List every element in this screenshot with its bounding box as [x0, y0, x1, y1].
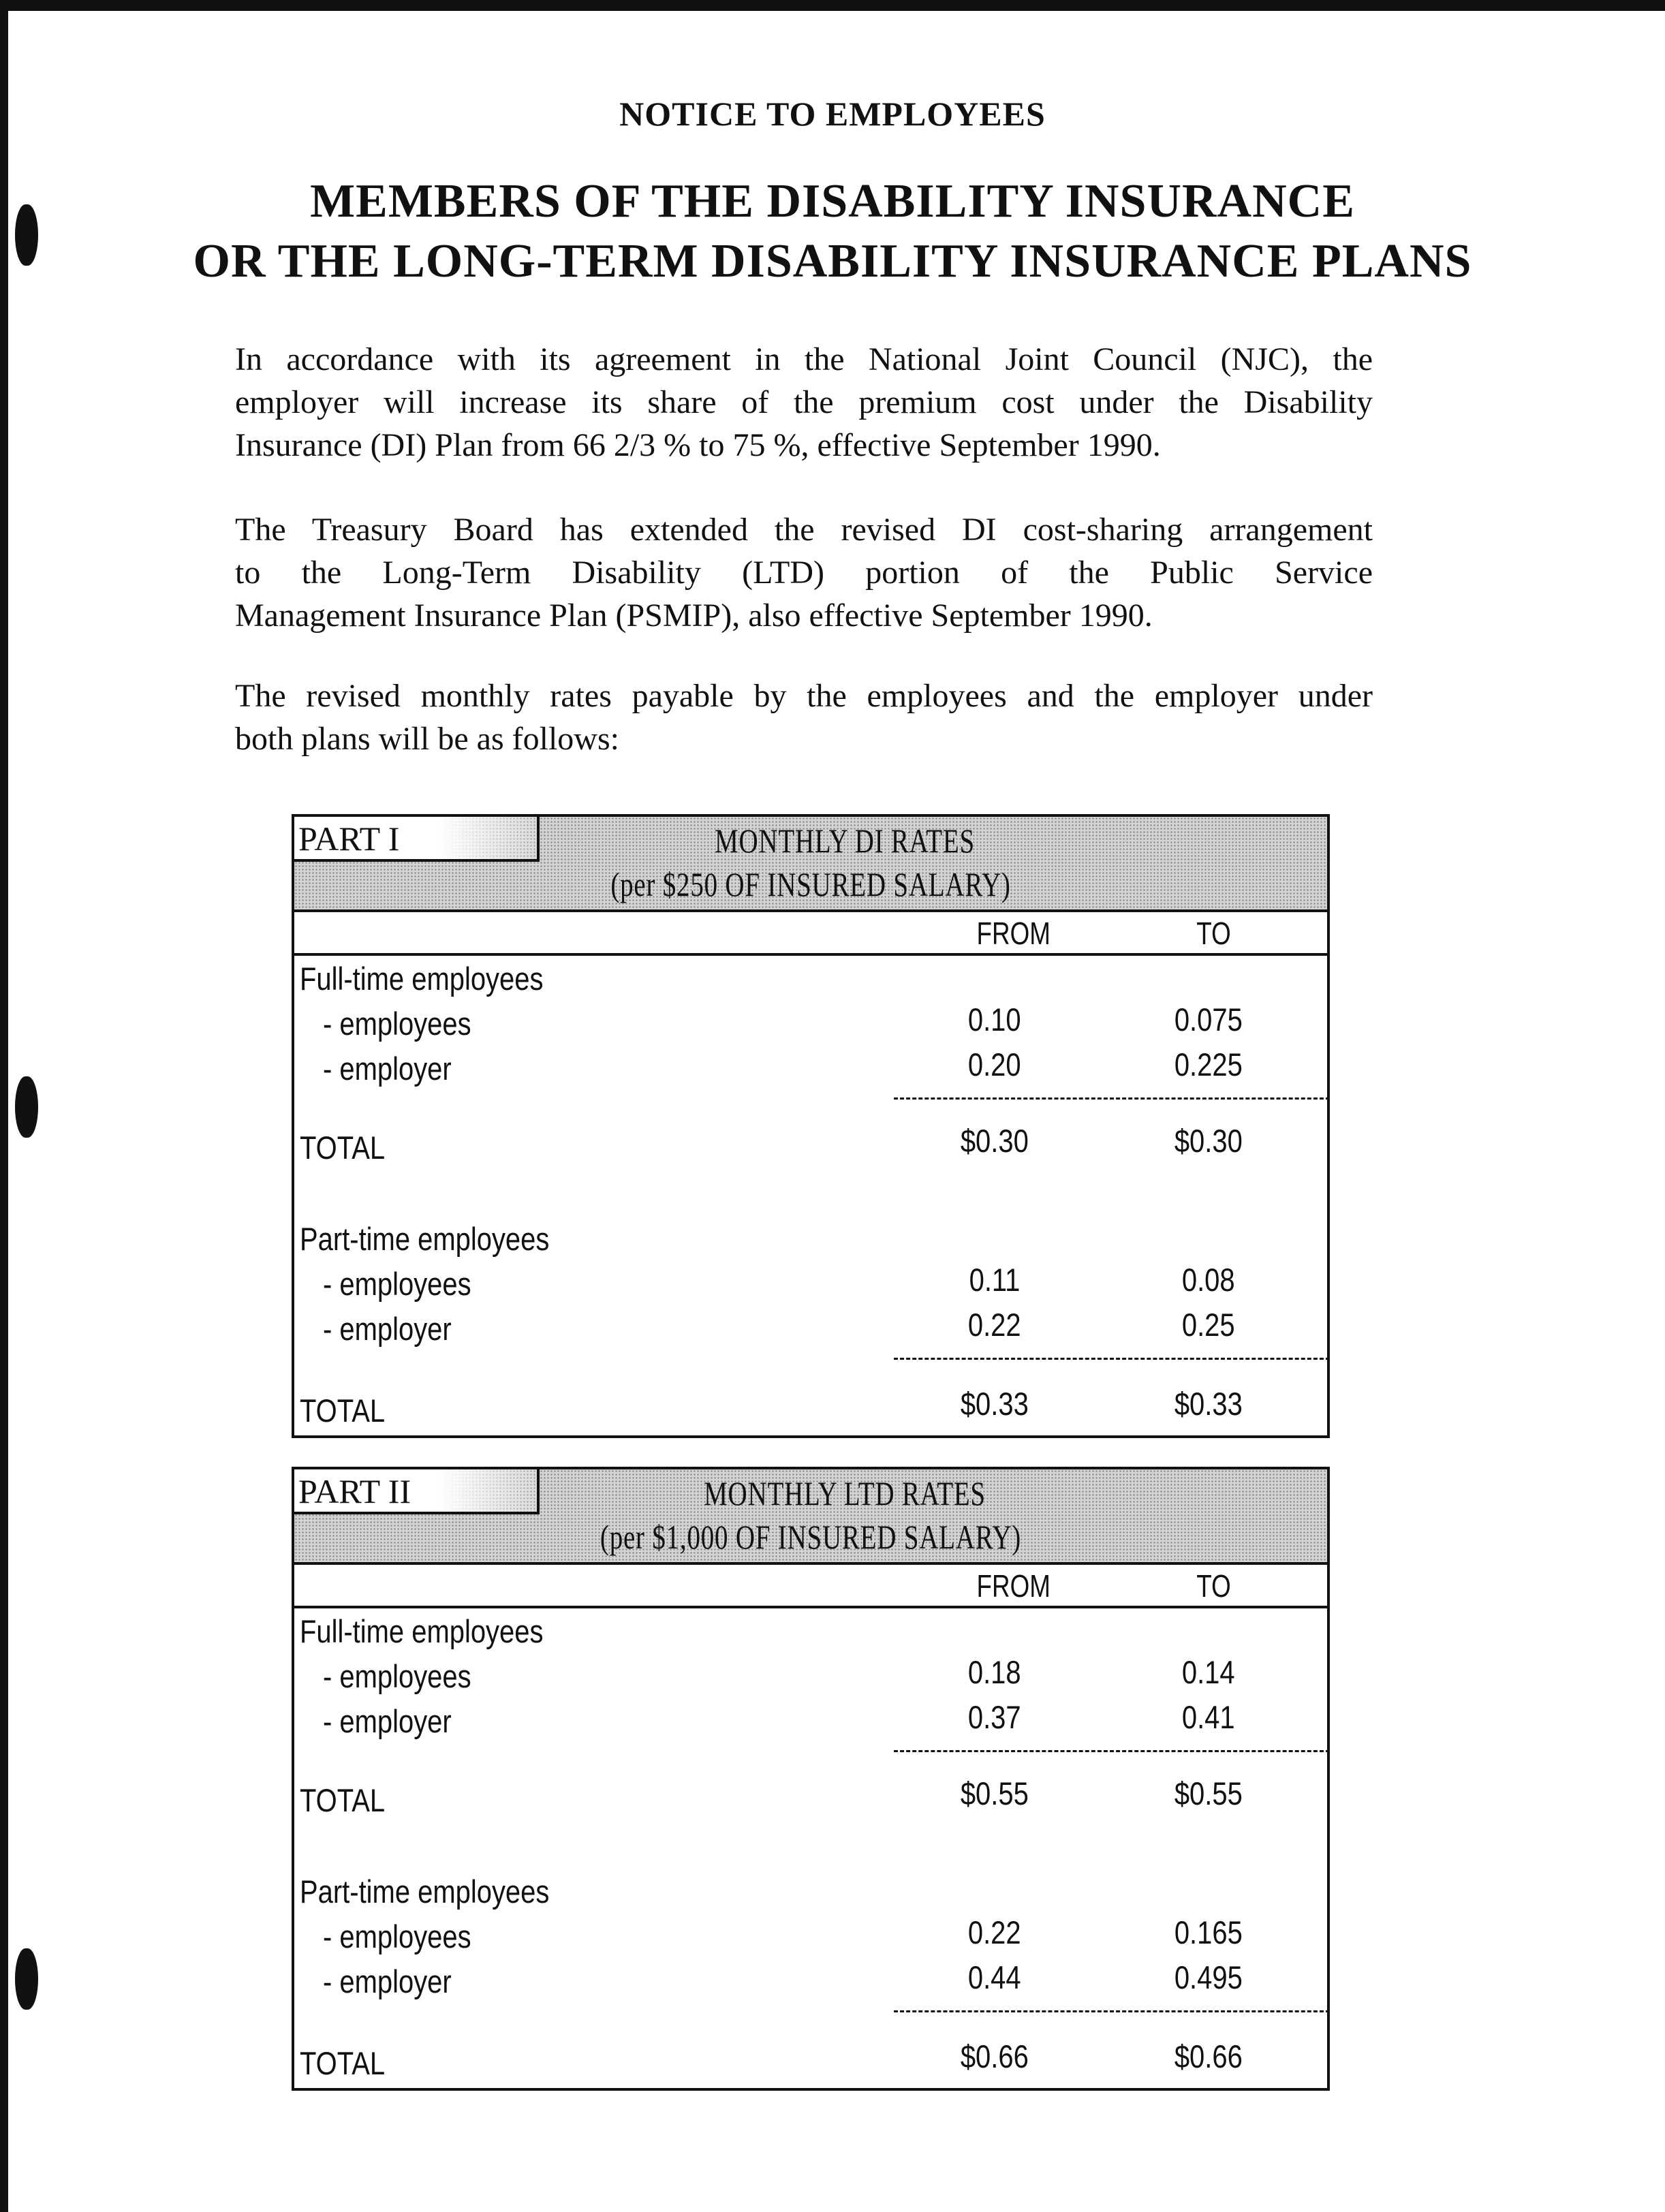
paragraph-line: In accordance with its agreement in the National Joint Council (NJC), the	[235, 341, 1373, 377]
paragraph-treasury-board	[235, 508, 1373, 637]
group-heading-full-time: Full-time employees	[300, 1613, 544, 1649]
notice-heading: NOTICE TO EMPLOYEES	[619, 95, 1046, 133]
row-label: - employer	[323, 1050, 452, 1087]
table-header	[294, 817, 1327, 912]
row-to-value: 0.075	[1174, 1001, 1243, 1038]
row-label: - employer	[323, 1311, 452, 1347]
scan-top-edge	[0, 0, 1665, 11]
row-to-value: 0.41	[1182, 1699, 1235, 1735]
group-heading-part-time: Part-time employees	[300, 1221, 550, 1257]
paragraph-agreement	[235, 338, 1373, 467]
table-title: MONTHLY DI RATES	[715, 822, 975, 860]
row-from-value: 0.18	[968, 1654, 1021, 1690]
column-header-from: FROM	[976, 1568, 1051, 1604]
group-heading-part-time: Part-time employees	[300, 1873, 550, 1910]
row-to-value: 0.25	[1182, 1307, 1235, 1343]
subtotal-divider	[894, 1358, 1330, 1360]
total-from-value: $0.66	[961, 2038, 1029, 2074]
row-to-value: 0.495	[1174, 1959, 1243, 1995]
subtotal-divider	[894, 1097, 1330, 1100]
binder-hole-mark	[5, 1948, 46, 2016]
headline-line-1: MEMBERS OF THE DISABILITY INSURANCE	[310, 175, 1355, 228]
subtotal-divider	[894, 1750, 1330, 1752]
table-header	[294, 1469, 1327, 1565]
headline-line-2: OR THE LONG-TERM DISABILITY INSURANCE PLANS	[193, 235, 1472, 287]
subtotal-divider	[894, 2010, 1330, 2012]
paragraph-line: The Treasury Board has extended the revised DI cost-sharing arrangement	[235, 512, 1373, 548]
row-to-value: 0.14	[1182, 1654, 1235, 1690]
total-label: TOTAL	[300, 2045, 386, 2081]
row-from-value: 0.22	[968, 1307, 1021, 1343]
row-label: - employees	[323, 1266, 471, 1302]
paragraph-line: Management Insurance Plan (PSMIP), also effective September 1990.	[235, 597, 1153, 634]
total-label: TOTAL	[300, 1130, 386, 1166]
table-subtitle: (per $250 OF INSURED SALARY)	[610, 865, 1011, 903]
column-header-to: TO	[1196, 916, 1231, 951]
paragraph-line: employer will increase its share of the premium cost under the Disability	[235, 384, 1373, 420]
total-to-value: $0.33	[1174, 1386, 1243, 1422]
part-label: PART II	[294, 1469, 540, 1514]
row-from-value: 0.10	[968, 1001, 1021, 1038]
total-label: TOTAL	[300, 1782, 386, 1818]
row-from-value: 0.22	[968, 1914, 1021, 1950]
paragraph-line: to the Long-Term Disability (LTD) portion of the Public Service	[235, 555, 1373, 591]
table-title: MONTHLY LTD RATES	[704, 1474, 986, 1512]
column-header-row	[294, 912, 1327, 956]
row-to-value: 0.08	[1182, 1262, 1235, 1298]
paragraph-line: The revised monthly rates payable by the employees and the employer under	[235, 678, 1373, 714]
row-from-value: 0.20	[968, 1046, 1021, 1082]
row-to-value: 0.165	[1174, 1914, 1243, 1950]
group-heading-full-time: Full-time employees	[300, 961, 544, 997]
paragraph-revised-rates	[235, 674, 1373, 760]
row-label: - employees	[323, 1006, 471, 1042]
paragraph-line: Insurance (DI) Plan from 66 2/3 % to 75 %, effective September 1990.	[235, 427, 1161, 463]
part-label: PART I	[294, 817, 540, 862]
ltd-rates-table	[292, 1467, 1330, 2091]
column-header-row	[294, 1565, 1327, 1608]
headline	[0, 172, 1665, 292]
binder-hole-mark	[5, 1076, 46, 1144]
table-subtitle: (per $1,000 OF INSURED SALARY)	[600, 1518, 1022, 1556]
row-label: - employees	[323, 1918, 471, 1954]
row-label: - employer	[323, 1963, 452, 1999]
total-to-value: $0.55	[1174, 1775, 1243, 1811]
total-to-value: $0.66	[1174, 2038, 1243, 2074]
total-from-value: $0.33	[961, 1386, 1029, 1422]
total-label: TOTAL	[300, 1392, 386, 1429]
row-to-value: 0.225	[1174, 1046, 1243, 1082]
total-from-value: $0.55	[961, 1775, 1029, 1811]
column-header-from: FROM	[976, 916, 1051, 951]
paragraph-line: both plans will be as follows:	[235, 721, 619, 757]
total-from-value: $0.30	[961, 1123, 1029, 1159]
total-to-value: $0.30	[1174, 1123, 1243, 1159]
row-from-value: 0.37	[968, 1699, 1021, 1735]
row-label: - employer	[323, 1703, 452, 1739]
row-from-value: 0.11	[969, 1262, 1021, 1298]
row-from-value: 0.44	[968, 1959, 1021, 1995]
row-label: - employees	[323, 1658, 471, 1694]
column-header-to: TO	[1196, 1568, 1231, 1604]
di-rates-table	[292, 814, 1330, 1438]
